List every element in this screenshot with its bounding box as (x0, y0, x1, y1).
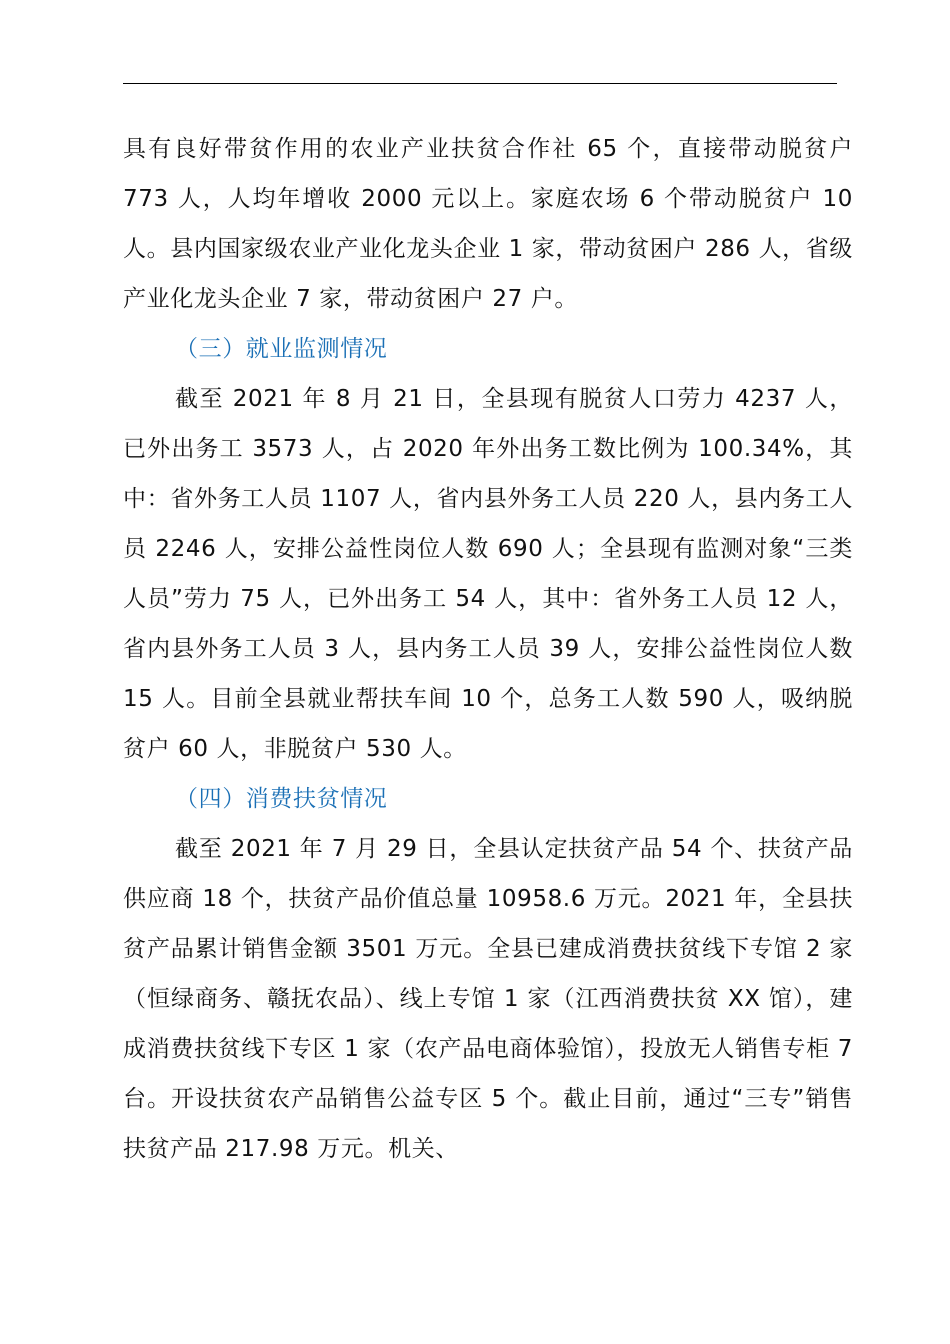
section-heading-employment: （三）就业监测情况 (175, 336, 388, 362)
document-body (123, 124, 853, 1174)
paragraph-agri-cooperatives: 具有良好带贫作用的农业产业扶贫合作社 65 个，直接带动脱贫户 773 人，人均年增收 2000 元以上。家庭农场 6 个带动脱贫户 10 人。县内国家级农业产业化龙头企业 1 家，带动贫困户 286 人，省级产业化龙头企业 7 家，带动贫困户 27 户。 (123, 136, 853, 312)
header-rule (123, 83, 837, 84)
paragraph-employment-monitoring: 截至 2021 年 8 月 21 日，全县现有脱贫人口劳力 4237 人，已外出务工 3573 人，占 2020 年外出务工数比例为 100.34%，其中：省外务工人员 1107 人，省内县外务工人员 220 人，县内务工人员 2246 人，安排公益性岗位人数 690 人；全县现有监测对象“三类人员”劳力 75 人，已外出务工 54 人，其中：省外务工人员 12 人，省内县外务工人员 3 人，县内务工人员 39 人，安排公益性岗位人数 15 人。目前全县就业帮扶车间 10 个，总务工人数 590 人，吸纳脱贫户 60 人，非脱贫户 530 人。 (123, 386, 853, 762)
paragraph-consumption-poverty-alleviation: 截至 2021 年 7 月 29 日，全县认定扶贫产品 54 个、扶贫产品供应商 18 个，扶贫产品价值总量 10958.6 万元。2021 年，全县扶贫产品累计销售金额 3501 万元。全县已建成消费扶贫线下专馆 2 家（恒绿商务、赣抚农品）、线上专馆 1 家（江西消费扶贫 XX 馆），建成消费扶贫线下专区 1 家（农产品电商体验馆），投放无人销售专柜 7 台。开设扶贫农产品销售公益专区 5 个。截止目前，通过“三专”销售扶贫产品 217.98 万元。机关、 (123, 836, 853, 1162)
section-heading-consumption: （四）消费扶贫情况 (175, 786, 388, 812)
